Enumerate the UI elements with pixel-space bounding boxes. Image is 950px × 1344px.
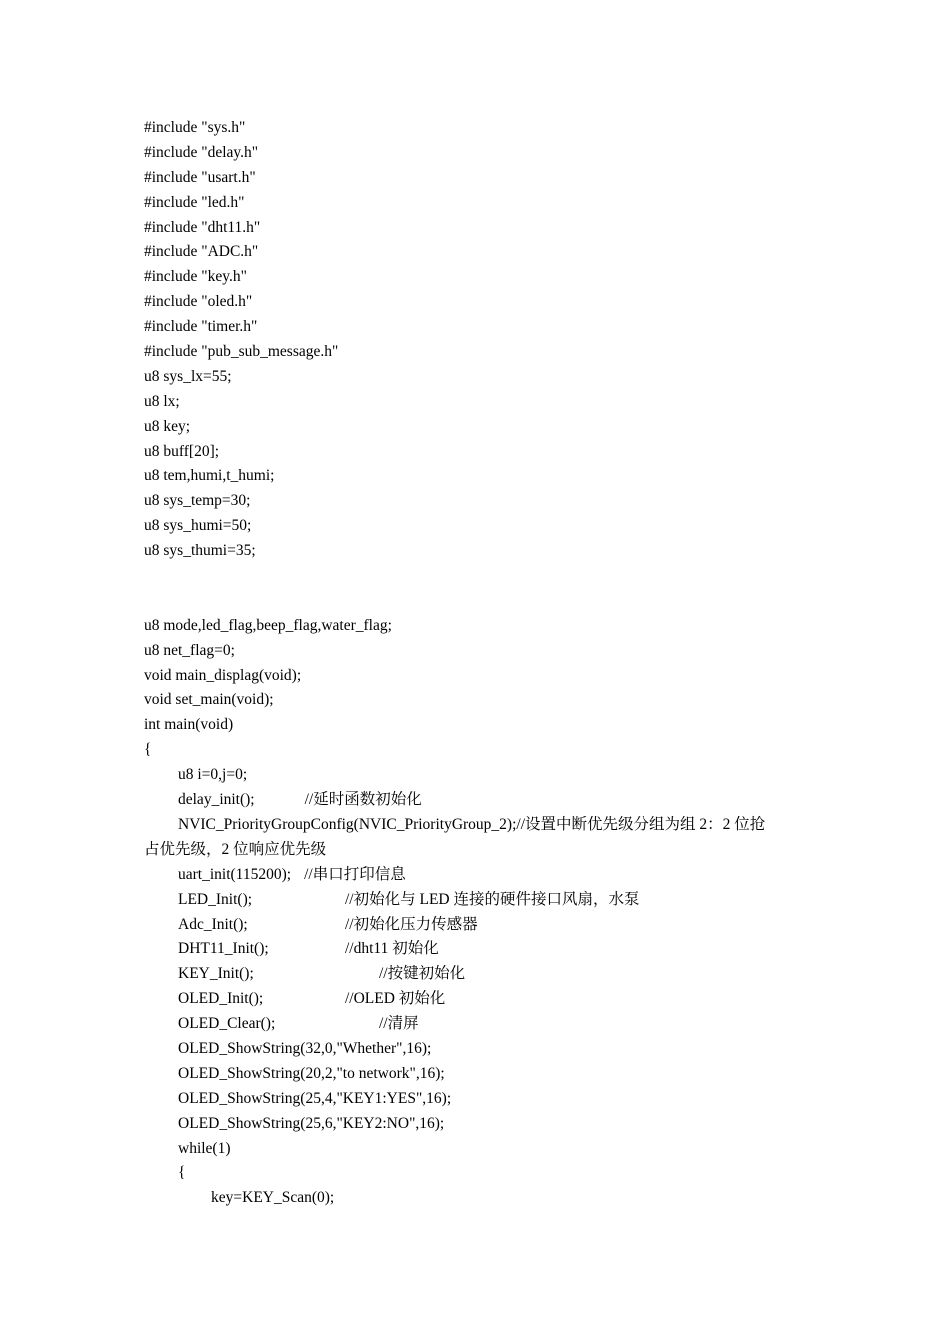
code-text: delay_init(); — [178, 791, 255, 809]
code-text: OLED_ShowString(32,0,"Whether",16); — [178, 1039, 432, 1057]
code-comment: //OLED 初始化 — [345, 990, 446, 1008]
code-text: OLED_ShowString(25,6,"KEY2:NO",16); — [178, 1114, 445, 1132]
code-line-continuation — [144, 838, 824, 863]
code-text: u8 i=0,j=0; — [178, 766, 248, 784]
code-line — [144, 116, 824, 141]
code-line — [144, 415, 824, 440]
code-line — [144, 539, 824, 564]
code-comment: //按键初始化 — [379, 965, 466, 983]
code-text: void main_displag(void); — [144, 666, 302, 684]
code-text: u8 buff[20]; — [144, 442, 220, 460]
code-text: { — [178, 1164, 186, 1182]
code-text: NVIC_PriorityGroupConfig(NVIC_PriorityGroup_2);//设置中断优先级分组为组 2：2 位抢 — [178, 815, 766, 833]
code-line — [144, 489, 824, 514]
code-text: #include "pub_sub_message.h" — [144, 343, 339, 361]
code-line — [144, 937, 824, 962]
code-comment: //清屏 — [379, 1015, 419, 1033]
code-text: #include "dht11.h" — [144, 218, 261, 236]
code-text: DHT11_Init(); — [178, 940, 269, 958]
code-comment: //串口打印信息 — [304, 865, 406, 883]
code-line — [144, 1062, 824, 1087]
code-line — [144, 639, 824, 664]
code-line — [144, 888, 824, 913]
code-text: #include "timer.h" — [144, 318, 258, 336]
code-text: void set_main(void); — [144, 691, 274, 709]
blank-line — [144, 589, 824, 614]
code-text: u8 sys_temp=30; — [144, 492, 251, 510]
code-text: OLED_Init(); — [178, 990, 264, 1008]
code-text: u8 lx; — [144, 392, 180, 410]
code-line — [144, 191, 824, 216]
code-text: #include "ADC.h" — [144, 243, 259, 261]
code-text: #include "led.h" — [144, 193, 245, 211]
code-line — [144, 315, 824, 340]
code-line — [144, 1186, 824, 1211]
code-line — [144, 987, 824, 1012]
code-line — [144, 1012, 824, 1037]
code-line — [144, 664, 824, 689]
code-text: Adc_Init(); — [178, 915, 248, 933]
code-text: u8 sys_thumi=35; — [144, 542, 256, 560]
code-comment: //初始化与 LED 连接的硬件接口风扇，水泵 — [345, 890, 640, 908]
code-text: u8 mode,led_flag,beep_flag,water_flag; — [144, 616, 392, 634]
code-line — [144, 216, 824, 241]
code-line — [144, 166, 824, 191]
code-listing — [144, 116, 824, 1211]
code-line — [144, 1112, 824, 1137]
code-comment: //dht11 初始化 — [345, 940, 439, 958]
code-line — [144, 863, 824, 888]
code-text: u8 tem,humi,t_humi; — [144, 467, 275, 485]
code-line — [144, 290, 824, 315]
code-text: KEY_Init(); — [178, 965, 254, 983]
code-text: #include "sys.h" — [144, 119, 246, 136]
code-line — [144, 514, 824, 539]
code-line — [144, 464, 824, 489]
code-text: u8 key; — [144, 417, 191, 435]
code-text: u8 net_flag=0; — [144, 641, 235, 659]
code-text: #include "delay.h" — [144, 143, 259, 161]
code-line — [144, 688, 824, 713]
code-line — [144, 763, 824, 788]
code-line — [144, 440, 824, 465]
code-text: 占优先级，2 位响应优先级 — [144, 840, 327, 858]
code-text: key=KEY_Scan(0); — [211, 1189, 335, 1207]
code-line — [144, 913, 824, 938]
code-text: { — [144, 741, 152, 759]
code-text: u8 sys_humi=50; — [144, 517, 252, 535]
code-line — [144, 713, 824, 738]
code-line — [144, 340, 824, 365]
code-line — [144, 141, 824, 166]
code-line — [144, 1137, 824, 1162]
code-line — [144, 788, 824, 813]
code-comment: //延时函数初始化 — [304, 791, 422, 809]
code-line — [144, 390, 824, 415]
code-text: int main(void) — [144, 716, 234, 734]
code-text: #include "oled.h" — [144, 293, 253, 311]
code-text: u8 sys_lx=55; — [144, 367, 232, 385]
code-line — [144, 813, 824, 838]
code-line — [144, 365, 824, 390]
code-line — [144, 614, 824, 639]
code-line — [144, 1087, 824, 1112]
blank-line — [144, 564, 824, 589]
code-text: uart_init(115200); — [178, 865, 292, 883]
code-line — [144, 265, 824, 290]
code-text: #include "key.h" — [144, 268, 247, 286]
code-text: #include "usart.h" — [144, 168, 256, 186]
code-line — [144, 1161, 824, 1186]
code-line — [144, 738, 824, 763]
code-text: OLED_Clear(); — [178, 1015, 276, 1033]
code-text: while(1) — [178, 1139, 231, 1157]
code-line — [144, 240, 824, 265]
code-text: OLED_ShowString(20,2,"to network",16); — [178, 1064, 445, 1082]
code-line — [144, 1037, 824, 1062]
code-line — [144, 962, 824, 987]
code-text: LED_Init(); — [178, 890, 253, 908]
code-comment: //初始化压力传感器 — [345, 915, 478, 933]
code-text: OLED_ShowString(25,4,"KEY1:YES",16); — [178, 1089, 452, 1107]
